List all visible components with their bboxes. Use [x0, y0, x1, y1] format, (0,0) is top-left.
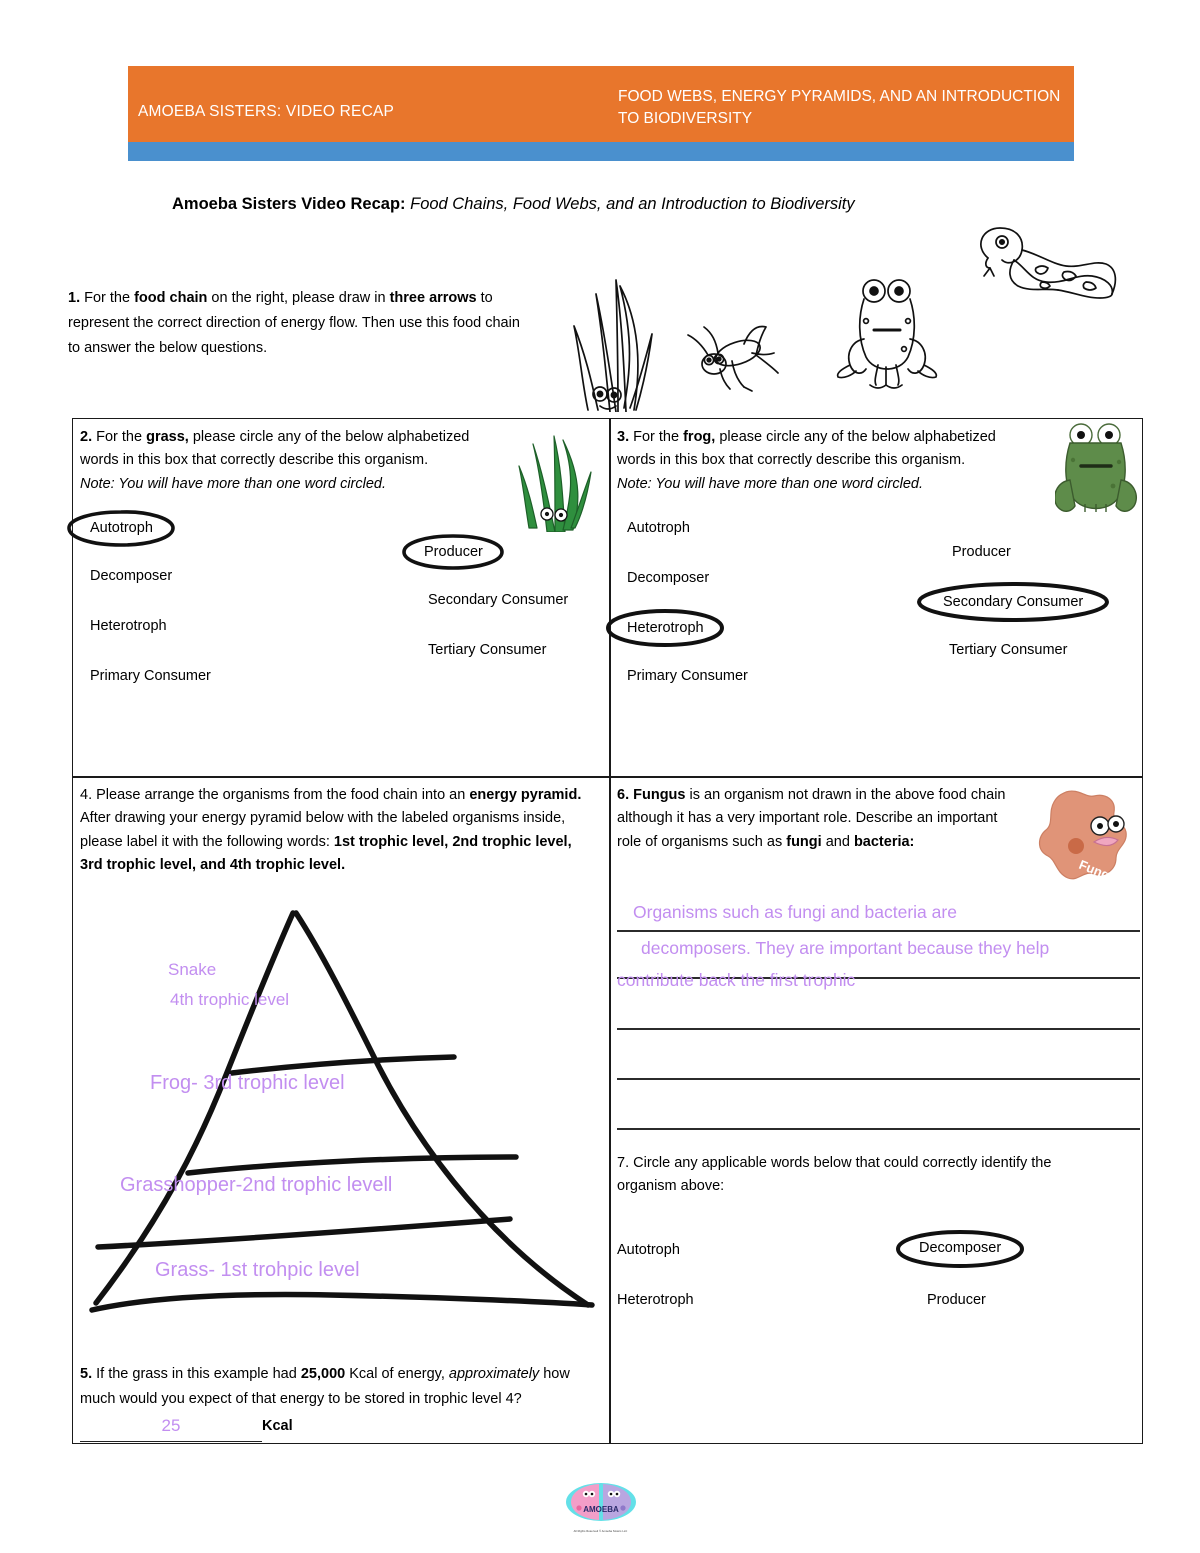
- q4-text-1: Please arrange the organisms from the food chain into an: [92, 787, 470, 803]
- q2-word-producer-label: Producer: [424, 544, 483, 561]
- q1-bold-2: three arrows: [389, 290, 477, 306]
- table-row-divider: [72, 776, 1143, 778]
- q3-word-autotroph-label: Autotroph: [627, 520, 690, 537]
- q7-word-autotroph-label: Autotroph: [617, 1241, 680, 1258]
- q3-word-primary-consumer[interactable]: [627, 668, 748, 684]
- q5-text-3: how much would you expect of that energy to be stored in trophic level 4?: [80, 1366, 570, 1407]
- pyramid-label-level4: 4th trophic level: [170, 990, 290, 1009]
- q2-word-secondary-consumer[interactable]: [428, 592, 568, 608]
- q2-word-decomposer[interactable]: [90, 568, 172, 584]
- q7-text-1: Circle any applicable words below that could correctly identify the organism above:: [617, 1155, 1052, 1195]
- q2-word-autotroph-label: Autotroph: [90, 520, 153, 537]
- q3-word-secondary-consumer-label: Secondary Consumer: [943, 594, 1084, 611]
- circle-annotation-heterotroph: [625, 620, 706, 636]
- frog-icon: [838, 280, 937, 388]
- pyramid-label-level1: Grass- 1st trohpic level: [155, 1259, 360, 1281]
- q3-word-tertiary-consumer-label: Tertiary Consumer: [949, 642, 1068, 659]
- q7-word-autotroph[interactable]: [617, 1239, 680, 1262]
- q2-word-primary-consumer[interactable]: [90, 668, 211, 684]
- q3-number: 3.: [617, 429, 630, 445]
- question-7-word-list: [617, 1225, 1142, 1315]
- q6-bold-3: bacteria:: [853, 833, 915, 850]
- circle-annotation-decomposer: [917, 1237, 1003, 1260]
- q6-rule-1: [617, 930, 1140, 932]
- question-2-word-list: [80, 516, 605, 686]
- food-chain-illustration: [560, 222, 1120, 412]
- fungus-thumbnail: [1032, 786, 1132, 891]
- q5-number: 5.: [80, 1366, 93, 1382]
- amoeba-sisters-logo-icon: [565, 1482, 637, 1524]
- q7-word-heterotroph-label: Heterotroph: [617, 1291, 694, 1308]
- q3-word-decomposer-label: Decomposer: [627, 570, 710, 587]
- q7-word-producer-label: Producer: [927, 1291, 986, 1308]
- snake-icon: [981, 228, 1116, 298]
- q3-note: Note: You will have more than one word circled.: [617, 475, 924, 492]
- header-right-label: FOOD WEBS, ENERGY PYRAMIDS, AND AN INTRODUCTION TO BIODIVERSITY: [618, 88, 1061, 128]
- q3-bold-1: frog,: [683, 429, 716, 445]
- q2-word-autotroph[interactable]: [88, 520, 155, 536]
- q5-text-2: Kcal of energy,: [345, 1366, 449, 1382]
- header-blue-rule: [128, 142, 1074, 161]
- q6-answer-line-2: decomposers. They are important because they help: [641, 938, 1050, 958]
- q2-word-primary-consumer-label: Primary Consumer: [90, 668, 211, 685]
- q5-italic-1: approximately: [448, 1366, 540, 1382]
- q6-answer-line-3: contribute back the first trophic: [617, 970, 856, 990]
- q6-rule-4: [617, 1078, 1140, 1080]
- q7-word-decomposer[interactable]: [917, 1237, 1003, 1260]
- q2-note: Note: You will have more than one word circled.: [80, 475, 387, 492]
- q3-word-tertiary-consumer[interactable]: [949, 642, 1067, 658]
- question-7: [617, 1152, 1142, 1315]
- q2-word-tertiary-consumer-label: Tertiary Consumer: [428, 642, 547, 659]
- pyramid-label-level4-organism: Snake: [168, 960, 217, 979]
- q6-bold-1: Fungus: [629, 787, 686, 803]
- question-6-prompt: [617, 784, 1022, 854]
- circle-annotation-secondary-consumer: [941, 594, 1085, 610]
- q7-number: 7.: [617, 1155, 630, 1171]
- question-3-prompt: [617, 426, 1037, 496]
- q3-word-producer[interactable]: [952, 544, 1011, 560]
- q6-answer-line-1: Organisms such as fungi and bacteria are: [633, 902, 957, 922]
- q1-text-1: For the: [80, 290, 135, 306]
- q7-word-decomposer-label: Decomposer: [919, 1239, 1002, 1256]
- grasshopper-icon: [688, 327, 778, 391]
- question-3-cell: [617, 426, 1142, 686]
- q5-answer-blank[interactable]: [80, 1412, 262, 1442]
- question-7-prompt: [617, 1152, 1107, 1199]
- footer-rights-text: All Rights Reserved © Amoeba Sisters LLC: [573, 1530, 628, 1533]
- q4-bold-1: energy pyramid.: [469, 787, 582, 803]
- q2-word-secondary-consumer-label: Secondary Consumer: [428, 592, 569, 609]
- fungus-caption: Fungus: [1076, 856, 1127, 886]
- q6-rule-3: [617, 1028, 1140, 1030]
- question-4-prompt: [80, 784, 592, 878]
- page-title-bold: Amoeba Sisters Video Recap:: [172, 195, 406, 213]
- svg-text:AMOEBA: AMOEBA: [582, 1505, 619, 1514]
- q5-bold-1: 25,000: [300, 1366, 346, 1382]
- q2-number: 2.: [80, 429, 93, 445]
- q3-word-primary-consumer-label: Primary Consumer: [627, 668, 748, 685]
- q7-word-producer[interactable]: [927, 1289, 986, 1312]
- question-2-cell: [80, 426, 605, 686]
- q6-rule-5: [617, 1128, 1140, 1130]
- q5-text-1: If the grass in this example had: [92, 1366, 301, 1382]
- question-6-cell: [617, 784, 1142, 886]
- q7-word-heterotroph[interactable]: [617, 1289, 694, 1312]
- page-title-italic: Food Chains, Food Webs, and an Introduction to Biodiversity: [405, 195, 855, 213]
- q4-number: 4.: [80, 787, 93, 803]
- q5-answer-value: 25: [161, 1415, 181, 1435]
- pyramid-label-level3: Frog- 3rd trophic level: [150, 1072, 345, 1094]
- q3-word-autotroph[interactable]: [627, 520, 690, 536]
- q2-bold-1: grass,: [146, 429, 189, 445]
- footer-logo: [563, 1482, 638, 1538]
- q2-word-producer[interactable]: [422, 544, 485, 560]
- grass-icon: [574, 280, 652, 412]
- q3-text-2: please circle any of the below alphabetized words in this box that correctly describe this organism.: [617, 429, 996, 469]
- question-3-word-list: [617, 516, 1142, 686]
- question-2-prompt: [80, 426, 510, 496]
- question-5: [80, 1362, 605, 1442]
- q5-unit: Kcal: [262, 1417, 293, 1434]
- question-4-cell: [80, 784, 605, 878]
- q4-text-2: After drawing your energy pyramid below with the labeled organisms inside, please label it with the following words:: [80, 810, 566, 850]
- q3-word-decomposer[interactable]: [627, 570, 709, 586]
- q4-bold-2: 1st trophic level, 2nd trophic level, 3rd trophic level, and 4th trophic level.: [80, 833, 572, 874]
- q2-word-tertiary-consumer[interactable]: [428, 642, 546, 658]
- q1-text-3: to represent the correct direction of energy flow. Then use this food chain to answer the below questions.: [68, 290, 520, 356]
- q3-word-secondary-consumer[interactable]: [941, 594, 1085, 610]
- q3-word-producer-label: Producer: [952, 544, 1011, 561]
- q3-word-heterotroph[interactable]: [625, 620, 706, 636]
- table-column-divider: [609, 418, 611, 1444]
- q1-bold-1: food chain: [134, 290, 208, 306]
- q1-text-2: on the right, please draw in: [207, 290, 390, 306]
- q2-word-decomposer-label: Decomposer: [90, 568, 173, 585]
- q1-number: 1.: [68, 290, 81, 306]
- q6-text-2: and: [821, 833, 854, 850]
- q2-word-heterotroph-label: Heterotroph: [90, 618, 167, 635]
- q3-word-heterotroph-label: Heterotroph: [627, 620, 704, 637]
- q6-bold-2: fungi: [786, 833, 822, 850]
- circle-annotation-producer: [422, 544, 485, 560]
- q6-number: 6.: [617, 787, 630, 803]
- circle-annotation-autotroph: [88, 520, 155, 536]
- frog-thumbnail: [1055, 422, 1139, 519]
- q2-text-1: For the: [92, 429, 147, 445]
- header-left-label: AMOEBA SISTERS: VIDEO RECAP: [138, 103, 395, 120]
- q6-text-1: is an organism not drawn in the above food chain although it has a very important role. Describe an important role of organisms such as: [617, 787, 1006, 850]
- page-title: [172, 195, 855, 214]
- q2-word-heterotroph[interactable]: [90, 618, 167, 634]
- q2-text-2: please circle any of the below alphabetized words in this box that correctly describe this organism.: [80, 429, 470, 469]
- pyramid-label-level2: Grasshopper-2nd trophic levell: [120, 1174, 393, 1196]
- q3-text-1: For the: [629, 429, 684, 445]
- question-1-prompt: [68, 286, 520, 361]
